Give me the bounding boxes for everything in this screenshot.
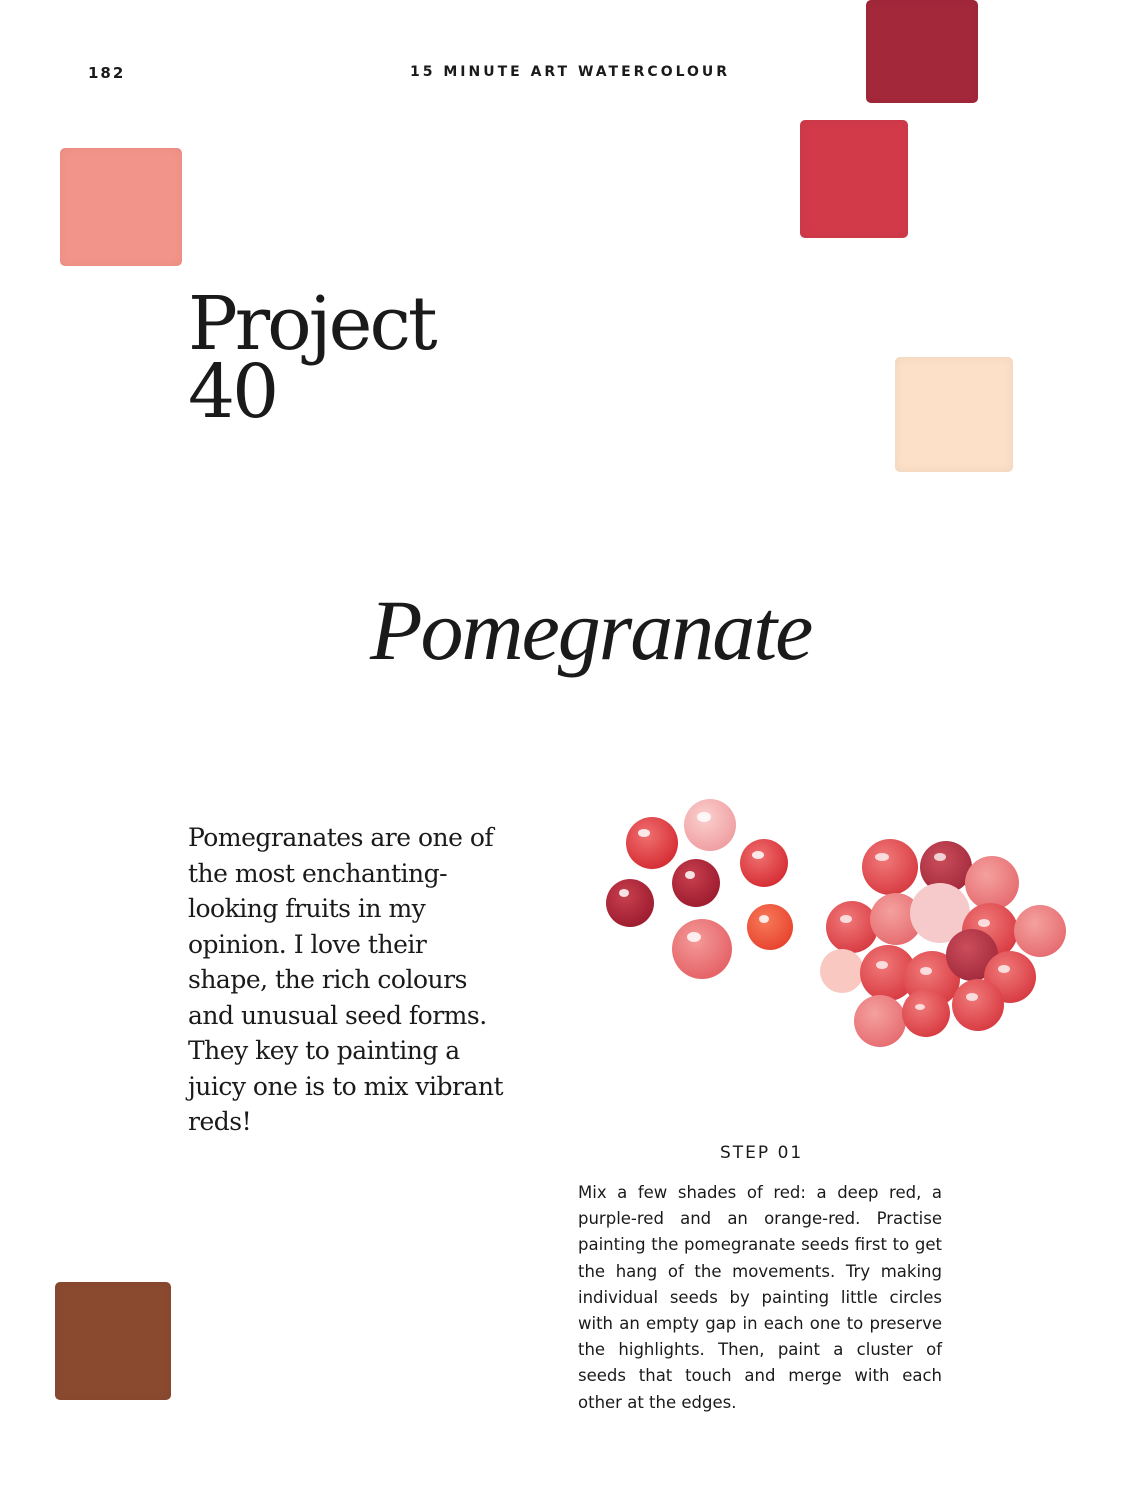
project-word: Project: [188, 281, 435, 367]
swatch-brown: [55, 1282, 171, 1400]
swatch-salmon: [60, 148, 182, 266]
page-number: 182: [88, 64, 126, 82]
page-title: Pomegranate: [370, 582, 812, 678]
project-heading: [188, 281, 435, 435]
step-instructions: Mix a few shades of red: a deep red, a purple-red and an orange-red. Practise painting the pomegranate seeds first to get the hang of the movements. Try making individual seeds by painting little circles with an empty gap in each one to preserve the highlights. Then, paint a cluster of seeds that touch and merge with each other at the edges.: [578, 1183, 942, 1412]
swatch-cream: [895, 357, 1013, 472]
running-head: 15 MINUTE ART WATERCOLOUR: [410, 64, 731, 80]
step-label: STEP 01: [720, 1143, 804, 1163]
swatch-crimson: [800, 120, 908, 238]
pomegranate-seeds-illustration: [600, 795, 1080, 1065]
seed-cluster: [820, 839, 1066, 1047]
project-number: 40: [188, 349, 277, 435]
swatch-deep-red: [866, 0, 978, 103]
seed-singles: [606, 799, 793, 979]
intro-paragraph: Pomegranates are one of the most enchanting-looking fruits in my opinion. I love their shape, the rich colours and unusual seed forms. They key to painting a juicy one is to mix vibrant reds!: [188, 823, 504, 1136]
